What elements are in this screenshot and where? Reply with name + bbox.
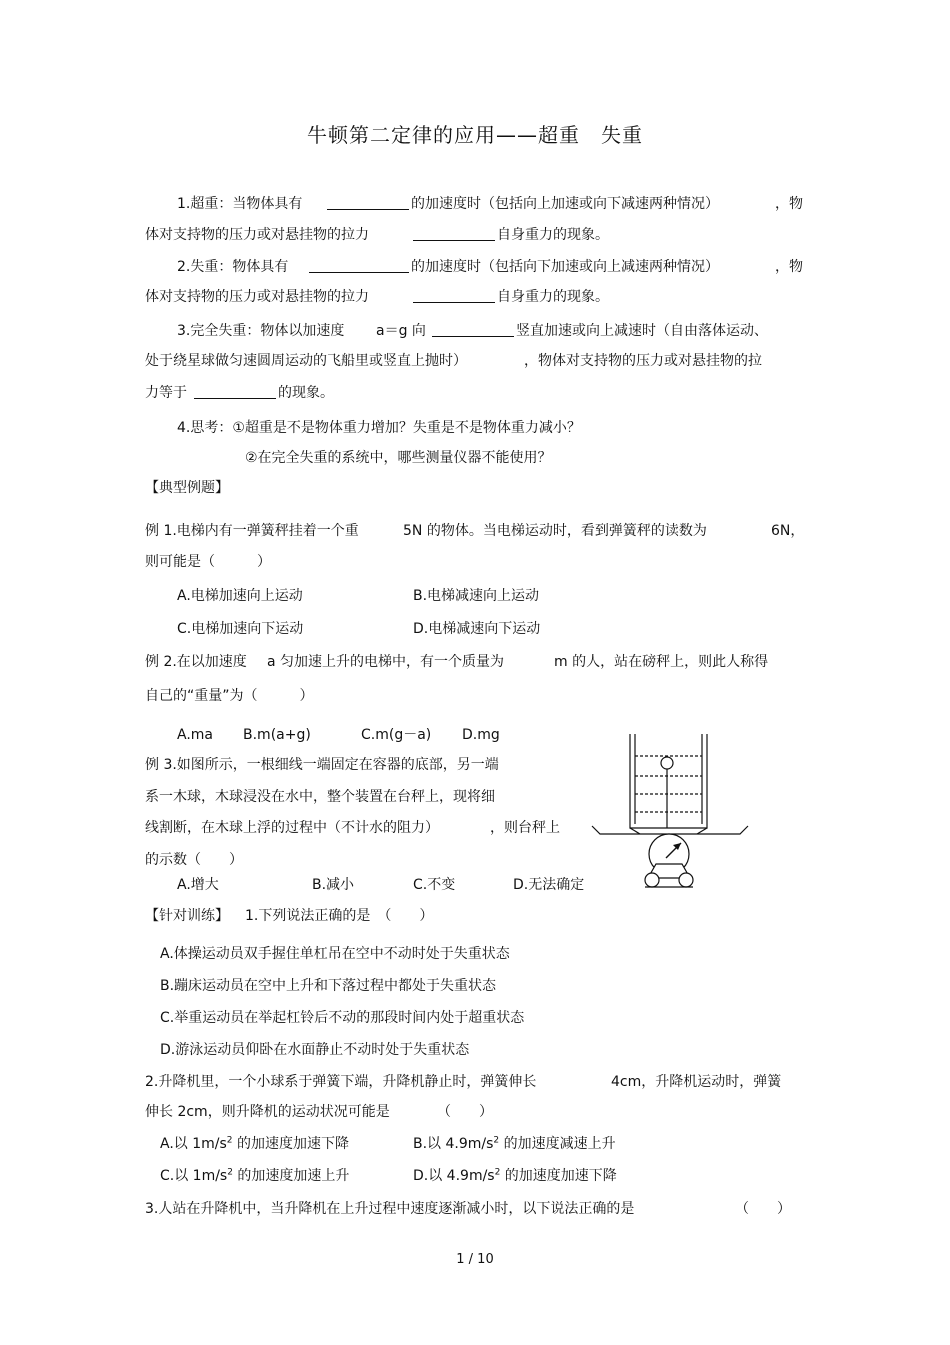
s3-line1b: a＝g 向 xyxy=(376,323,426,339)
s1-line1b: 的加速度时（包括向上加速或向下减速两种情况） xyxy=(411,196,719,212)
s2-line2b: 自身重力的现象。 xyxy=(497,289,609,305)
q2-option-d-text: D.以 4.9m/s xyxy=(413,1168,495,1184)
superscript: 2 xyxy=(493,1135,500,1146)
s1-blank2 xyxy=(413,226,495,241)
ex3-option-d: D.无法确定 xyxy=(513,877,585,893)
superscript: 2 xyxy=(227,1167,233,1178)
q1-option-a: A.体操运动员双手握住单杠吊在空中不动时处于失重状态 xyxy=(160,946,510,962)
s1-line2a: 体对支持物的压力或对悬挂物的拉力 xyxy=(145,227,369,243)
scale-supports xyxy=(630,828,707,834)
ex2-option-d: D.mg xyxy=(462,727,500,743)
q2-option-a xyxy=(160,1135,349,1153)
superscript: 2 xyxy=(226,1135,233,1146)
s2-line1a: 2.失重：物体具有 xyxy=(177,259,289,275)
s2-line1b: 的加速度时（包括向下加速或向上减速两种情况） xyxy=(411,259,719,275)
q2-option-c-text: C.以 1m/s xyxy=(160,1168,228,1184)
ex2-line1b: a 匀加速上升的电梯中，有一个质量为 xyxy=(267,654,505,670)
container-on-scale-figure xyxy=(590,728,750,893)
ex3-option-c: C.不变 xyxy=(413,877,456,893)
s3-line2a: 处于绕星球做匀速圆周运动的飞船里或竖直上抛时） xyxy=(145,353,467,369)
training-q1: 1.下列说法正确的是 （ ） xyxy=(245,908,434,924)
ex3-line4: 的示数（ ） xyxy=(145,852,243,868)
s2-blank1 xyxy=(309,258,409,273)
s3-line3a: 力等于 xyxy=(145,385,187,401)
q2-option-c-rest: 的加速度加速上升 xyxy=(237,1168,350,1184)
q2-option-b xyxy=(413,1135,616,1153)
training-header: 【针对训练】 xyxy=(145,908,229,924)
ex2-option-a: A.ma xyxy=(177,727,213,743)
page-title: 牛顿第二定律的应用——超重 失重 xyxy=(307,123,643,147)
ex1-line2: 则可能是（ ） xyxy=(145,554,271,570)
ex2-line1c: m 的人，站在磅秤上，则此人称得 xyxy=(554,654,769,670)
s3-line1a: 3.完全失重：物体以加速度 xyxy=(177,323,345,339)
ex1-line1a: 例 1.电梯内有一弹簧秤挂着一个重 xyxy=(145,523,359,539)
ex1-option-a: A.电梯加速向上运动 xyxy=(177,588,303,604)
q1-option-b: B.蹦床运动员在空中上升和下落过程中都处于失重状态 xyxy=(160,978,497,994)
s3-blank1 xyxy=(432,322,514,337)
s2-blank2 xyxy=(413,288,495,303)
q1-option-c: C.举重运动员在举起杠铃后不动的那段时间内处于超重状态 xyxy=(160,1010,525,1026)
ex1-line1c: 6N， xyxy=(771,523,805,539)
s3-line1c: 竖直加速或向上减速时（自由落体运动、 xyxy=(516,323,768,339)
q2-line2a: 伸长 2cm，则升降机的运动状况可能是 xyxy=(145,1104,390,1120)
s1-blank1 xyxy=(327,195,409,210)
q2-option-b-text: B.以 4.9m/s xyxy=(413,1136,494,1152)
q3-answer-paren: （ ） xyxy=(735,1201,791,1217)
q2-option-a-rest: 的加速度加速下降 xyxy=(236,1136,349,1152)
page-number: 1 / 10 xyxy=(456,1252,494,1267)
ex3-line2: 系一木球，木球浸没在水中，整个装置在台秤上，现将细 xyxy=(145,789,495,805)
scale-foot-right xyxy=(679,873,693,887)
s3-blank2 xyxy=(194,384,276,399)
ex2-option-c: C.m(g－a) xyxy=(361,727,432,743)
q2-option-d xyxy=(413,1167,617,1185)
ex2-line2: 自己的“重量”为（ ） xyxy=(145,688,314,704)
s2-line1c: ，物 xyxy=(775,259,803,275)
superscript: 2 xyxy=(494,1167,501,1178)
ex3-line1: 例 3.如图所示，一根细线一端固定在容器的底部，另一端 xyxy=(145,757,499,773)
q3-line1: 3.人站在升降机中，当升降机在上升过程中速度逐渐减小时，以下说法正确的是 xyxy=(145,1201,635,1217)
wooden-ball xyxy=(661,757,673,769)
ex3-line3a: 线割断，在木球上浮的过程中（不计水的阻力） xyxy=(145,820,439,836)
scale-foot-left xyxy=(645,873,659,887)
ex3-option-b: B.减小 xyxy=(312,877,355,893)
q1-option-d: D.游泳运动员仰卧在水面静止不动时处于失重状态 xyxy=(160,1042,470,1058)
q2-line1a: 2.升降机里，一个小球系于弹簧下端，升降机静止时，弹簧伸长 xyxy=(145,1074,537,1090)
ex2-option-b: B.m(a+g) xyxy=(243,727,311,743)
s1-line2b: 自身重力的现象。 xyxy=(497,227,609,243)
q2-option-a-text: A.以 1m/s xyxy=(160,1136,227,1152)
ex1-option-c: C.电梯加速向下运动 xyxy=(177,621,304,637)
q2-line2b: （ ） xyxy=(437,1104,493,1120)
ex2-line1a: 例 2.在以加速度 xyxy=(145,654,247,670)
container-bottom xyxy=(630,824,707,828)
s2-line2a: 体对支持物的压力或对悬挂物的拉力 xyxy=(145,289,369,305)
q2-line1b: 4cm，升降机运动时，弹簧 xyxy=(611,1074,782,1090)
s4-line2: ②在完全失重的系统中，哪些测量仪器不能使用？ xyxy=(245,450,552,466)
ex3-line3b: ，则台秤上 xyxy=(490,820,560,836)
s3-line3b: 的现象。 xyxy=(278,385,334,401)
s1-line1c: ，物 xyxy=(775,196,803,212)
ex1-line1b: 5N 的物体。当电梯运动时，看到弹簧秤的读数为 xyxy=(403,523,707,539)
q2-option-d-rest: 的加速度加速下降 xyxy=(504,1168,617,1184)
q2-option-c xyxy=(160,1167,349,1185)
q2-option-b-rest: 的加速度减速上升 xyxy=(503,1136,616,1152)
scale-platform xyxy=(592,826,748,834)
examples-header: 【典型例题】 xyxy=(145,480,229,496)
s3-line2b: ，物体对支持物的压力或对悬挂物的拉 xyxy=(524,353,762,369)
s1-line1a: 1.超重：当物体具有 xyxy=(177,196,303,212)
s4-line1: 4.思考：①超重是不是物体重力增加？失重是不是物体重力减小？ xyxy=(177,420,581,436)
ex3-option-a: A.增大 xyxy=(177,877,219,893)
ex1-option-d: D.电梯减速向下运动 xyxy=(413,621,541,637)
ex1-option-b: B.电梯减速向上运动 xyxy=(413,588,540,604)
